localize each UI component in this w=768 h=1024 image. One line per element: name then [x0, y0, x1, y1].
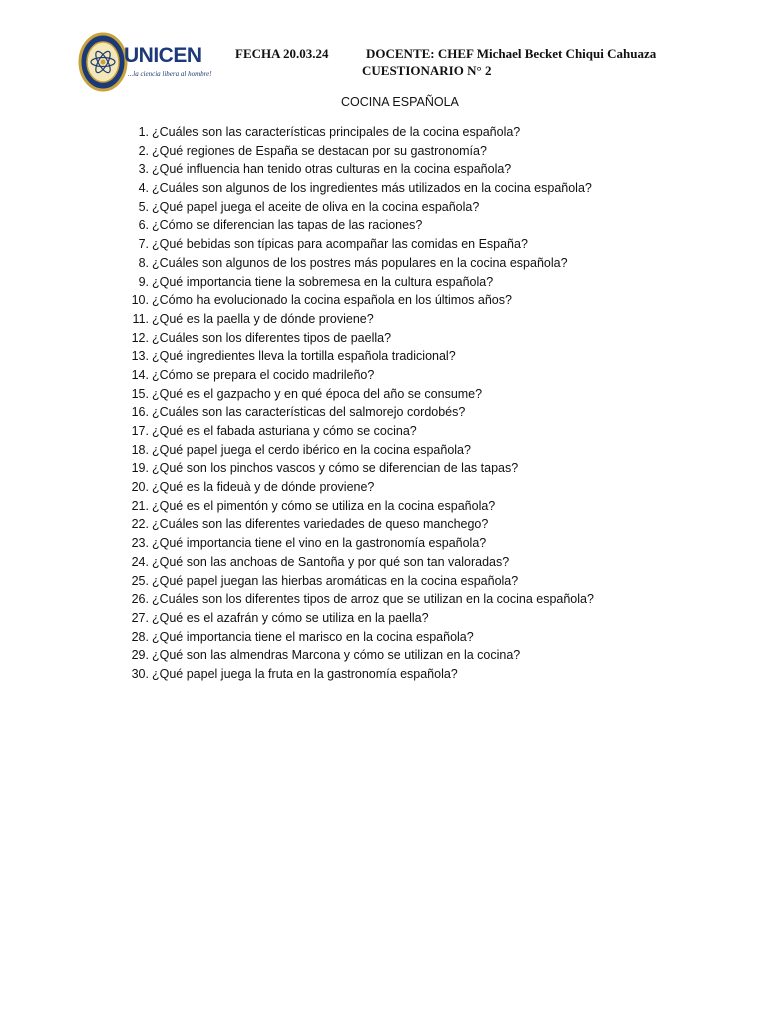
question-text: ¿Cuáles son las características principales de la cocina española? [152, 125, 521, 139]
question-number: 12. [131, 330, 149, 345]
question-number: 2. [138, 143, 149, 158]
question-text: ¿Qué ingredientes lleva la tortilla española tradicional? [152, 349, 456, 364]
question-text: ¿Qué papel juega la fruta en la gastronomía española? [152, 666, 458, 681]
question-item [124, 347, 744, 366]
question-number: 10. [131, 293, 149, 308]
logo-wordmark: UNICEN [124, 44, 202, 67]
question-item [124, 329, 744, 348]
question-item [124, 515, 744, 534]
question-number: 9. [138, 274, 149, 289]
question-number: 1. [138, 125, 149, 139]
question-item [124, 273, 744, 292]
question-number: 28. [131, 629, 149, 644]
question-list [124, 123, 744, 684]
question-text: ¿Qué son las anchoas de Santoña y por qué son tan valoradas? [152, 554, 510, 569]
question-item [124, 310, 744, 329]
question-number: 5. [138, 199, 149, 214]
unicen-logo [78, 30, 212, 96]
question-item [124, 572, 744, 591]
question-text: ¿Qué importancia tiene el vino en la gastronomía española? [152, 536, 487, 551]
question-item [124, 179, 744, 198]
question-number: 4. [138, 181, 149, 196]
question-text: ¿Qué importancia tiene la sobremesa en la cultura española? [152, 274, 494, 289]
question-text: ¿Cuáles son los diferentes tipos de arroz que se utilizan en la cocina española? [152, 592, 594, 607]
question-item [124, 478, 744, 497]
document-title: COCINA ESPAÑOLA [341, 95, 459, 109]
question-text: ¿Cómo se prepara el cocido madrileño? [152, 367, 375, 382]
question-text: ¿Qué papel juega el aceite de oliva en la cocina española? [152, 199, 480, 214]
question-text: ¿Qué regiones de España se destacan por su gastronomía? [152, 143, 487, 158]
question-item [124, 198, 744, 217]
question-item [124, 142, 744, 161]
question-text: ¿Cómo ha evolucionado la cocina española en los últimos años? [152, 293, 512, 308]
question-item [124, 160, 744, 179]
teacher-label: DOCENTE: CHEF Michael Becket Chiqui Cahuaza [366, 46, 657, 61]
question-item [124, 497, 744, 516]
question-text: ¿Qué bebidas son típicas para acompañar las comidas en España? [152, 237, 528, 252]
question-text: ¿Qué es la fideuà y de dónde proviene? [152, 480, 375, 495]
question-number: 29. [131, 648, 149, 663]
question-number: 11. [132, 311, 149, 326]
question-item [124, 459, 744, 478]
question-text: ¿Qué es la paella y de dónde proviene? [152, 311, 374, 326]
question-number: 15. [131, 386, 149, 401]
question-number: 21. [131, 498, 149, 513]
question-text: ¿Cuáles son las características del salmorejo cordobés? [152, 405, 466, 420]
question-text: ¿Qué papel juega el cerdo ibérico en la cocina española? [152, 442, 471, 457]
question-number: 22. [131, 517, 149, 532]
question-item [124, 665, 744, 684]
question-text: ¿Cómo se diferencian las tapas de las raciones? [152, 218, 423, 233]
question-number: 18. [131, 442, 149, 457]
question-item [124, 441, 744, 460]
question-item [124, 216, 744, 235]
question-text: ¿Cuáles son los diferentes tipos de paella? [152, 330, 392, 345]
question-number: 27. [131, 610, 149, 625]
question-number: 20. [131, 480, 149, 495]
question-text: ¿Qué son las almendras Marcona y cómo se utilizan en la cocina? [152, 648, 521, 663]
question-text: ¿Qué son los pinchos vascos y cómo se diferencian de las tapas? [152, 461, 519, 476]
question-number: 7. [138, 237, 149, 252]
question-number: 13. [131, 349, 149, 364]
question-number: 17. [131, 424, 149, 438]
question-number: 26. [131, 592, 149, 607]
question-number: 30. [131, 666, 149, 681]
university-seal-icon [78, 32, 130, 92]
question-number: 19. [131, 461, 149, 476]
question-item [124, 422, 744, 441]
question-item [124, 553, 744, 572]
question-item [124, 254, 744, 273]
question-number: 23. [131, 536, 149, 551]
question-number: 25. [131, 573, 149, 588]
question-item [124, 366, 744, 385]
question-text: ¿Cuáles son algunos de los postres más populares en la cocina española? [152, 255, 568, 270]
question-text: ¿Qué papel juegan las hierbas aromáticas en la cocina española? [152, 573, 519, 588]
question-number: 16. [131, 405, 149, 420]
question-item [124, 609, 744, 628]
question-item [124, 628, 744, 647]
question-item [124, 534, 744, 553]
question-text: ¿Qué es el gazpacho y en qué época del año se consume? [152, 386, 483, 401]
question-item [124, 291, 744, 310]
question-item [124, 123, 744, 142]
question-number: 24. [131, 554, 149, 569]
question-text: ¿Qué es el fabada asturiana y cómo se cocina? [152, 424, 417, 438]
question-item [124, 385, 744, 404]
question-item [124, 403, 744, 422]
question-text: ¿Cuáles son algunos de los ingredientes más utilizados en la cocina española? [152, 181, 592, 196]
question-number: 14. [131, 367, 149, 382]
date-label: FECHA 20.03.24 [235, 46, 329, 61]
question-number: 6. [138, 218, 149, 233]
question-number: 8. [138, 255, 149, 270]
question-text: ¿Qué es el pimentón y cómo se utiliza en la cocina española? [152, 498, 496, 513]
question-item [124, 590, 744, 609]
question-text: ¿Qué importancia tiene el marisco en la cocina española? [152, 629, 474, 644]
logo-tagline: ...la ciencia libera al hombre! [128, 70, 212, 78]
questionnaire-number: CUESTIONARIO N° 2 [362, 63, 492, 78]
question-item [124, 235, 744, 254]
question-text: ¿Qué es el azafrán y cómo se utiliza en la paella? [152, 610, 429, 625]
question-item [124, 646, 744, 665]
question-text: ¿Cuáles son las diferentes variedades de queso manchego? [152, 517, 489, 532]
question-number: 3. [138, 162, 149, 177]
question-text: ¿Qué influencia han tenido otras culturas en la cocina española? [152, 162, 512, 177]
